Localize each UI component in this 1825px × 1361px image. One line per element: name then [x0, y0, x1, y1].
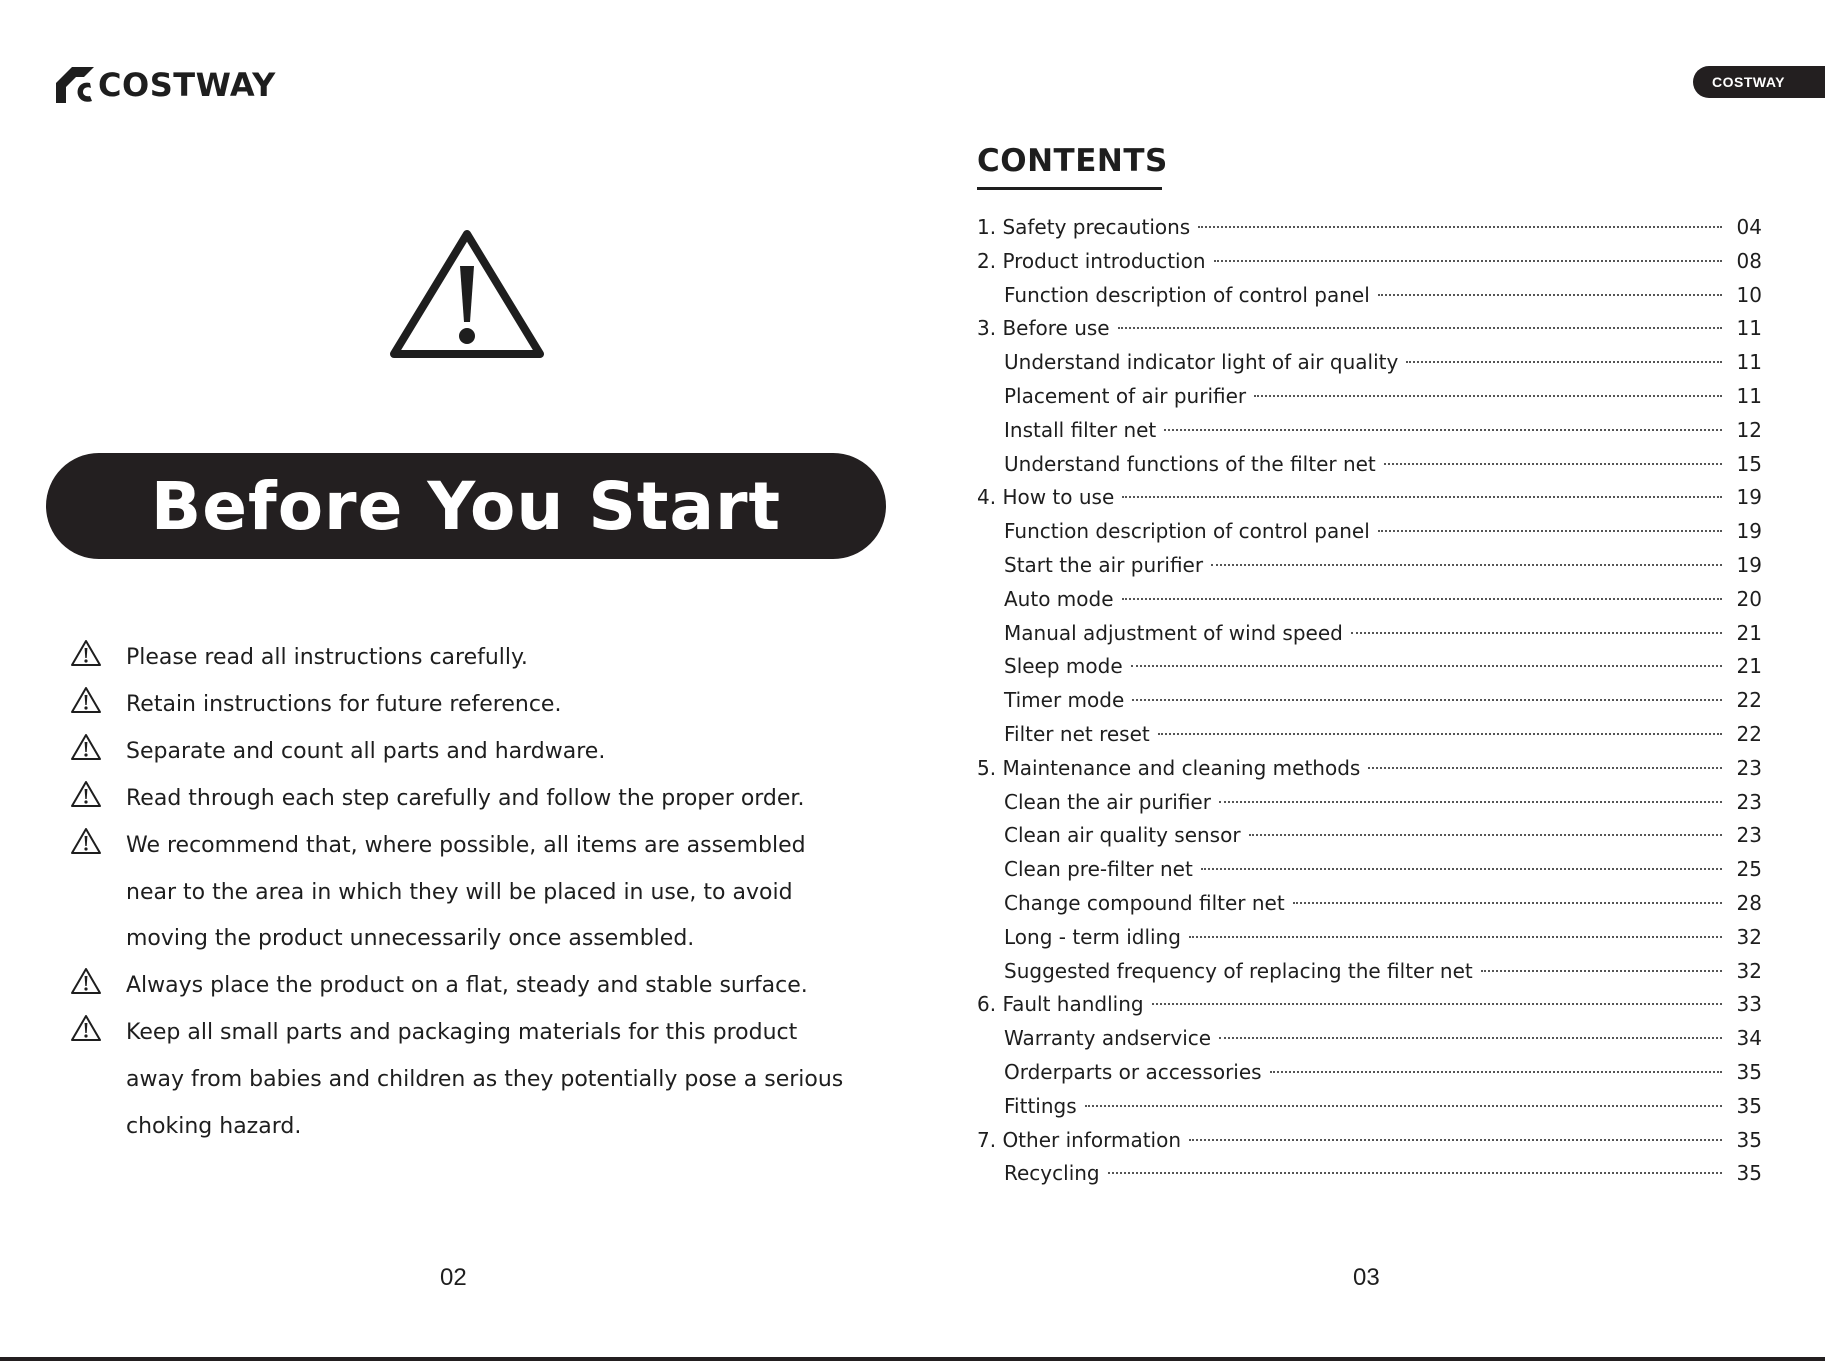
toc-leader-dots	[1270, 1071, 1722, 1073]
toc-leader-dots	[1219, 801, 1722, 803]
instruction-item	[70, 963, 890, 1010]
toc-entry	[977, 959, 1762, 993]
toc-entry-title: Long - term idling	[1004, 924, 1181, 949]
instruction-line: Please read all instructions carefully.	[126, 645, 528, 670]
toc-entry-page: 23	[1736, 823, 1762, 848]
toc-entry-page: 22	[1736, 688, 1762, 713]
instruction-line: Retain instructions for future reference.	[126, 692, 562, 717]
toc-entry	[977, 688, 1762, 722]
toc-entry-title: Warranty andservice	[1004, 1026, 1212, 1051]
warning-icon	[70, 823, 126, 870]
toc-leader-dots	[1378, 530, 1722, 532]
instruction-item	[70, 776, 890, 823]
toc-leader-dots	[1131, 665, 1722, 667]
toc-entry-page: 35	[1736, 1093, 1762, 1118]
toc-entry-page: 11	[1736, 316, 1762, 341]
toc-entry-title: 2. Product introduction	[977, 248, 1206, 273]
toc-entry-title: 4. How to use	[977, 485, 1115, 510]
bottom-rule	[0, 1357, 1825, 1361]
page-number-left: 02	[440, 1264, 467, 1291]
toc-entry-title: Clean air quality sensor	[1004, 823, 1241, 848]
toc-entry	[977, 857, 1762, 891]
toc-entry-title: Function description of control panel	[1004, 282, 1370, 307]
toc-entry-page: 11	[1736, 350, 1762, 375]
toc-entry	[977, 654, 1762, 688]
toc-entry-page: 08	[1736, 248, 1762, 273]
instruction-item	[70, 682, 890, 729]
toc-entry-page: 35	[1736, 1127, 1762, 1152]
toc-entry-page: 20	[1736, 586, 1762, 611]
toc-leader-dots	[1189, 1139, 1722, 1141]
toc-entry-page: 23	[1736, 789, 1762, 814]
toc-entry-title: Suggested frequency of replacing the filter net	[1004, 958, 1473, 983]
toc-entry-page: 33	[1736, 992, 1762, 1017]
toc-entry-page: 25	[1736, 857, 1762, 882]
toc-entry	[977, 1026, 1762, 1060]
toc-leader-dots	[1211, 564, 1722, 566]
toc-entry	[977, 1094, 1762, 1128]
instruction-text	[126, 1010, 843, 1150]
toc-leader-dots	[1384, 463, 1722, 465]
toc-entry	[977, 756, 1762, 790]
toc-entry	[977, 452, 1762, 486]
instruction-text	[126, 682, 561, 729]
toc-entry	[977, 384, 1762, 418]
instruction-line: Keep all small parts and packaging materials for this product	[126, 1020, 798, 1046]
instruction-item	[70, 823, 890, 963]
toc-entry-page: 19	[1736, 519, 1762, 544]
toc-entry-page: 34	[1736, 1026, 1762, 1051]
toc-entry-title: Filter net reset	[1004, 721, 1150, 746]
toc-entry-page: 22	[1736, 721, 1762, 746]
toc-leader-dots	[1189, 936, 1722, 938]
toc-entry	[977, 1060, 1762, 1094]
logo-text: COSTWAY	[98, 66, 276, 104]
toc-entry-title: Timer mode	[1004, 688, 1125, 713]
brand-tab: COSTWAY	[1693, 66, 1825, 98]
toc-entry-title: Understand indicator light of air quality	[1004, 350, 1399, 375]
toc-entry-page: 28	[1736, 890, 1762, 915]
instruction-text	[126, 776, 804, 823]
toc-leader-dots	[1122, 598, 1722, 600]
toc-entry-page: 10	[1736, 282, 1762, 307]
toc-entry-title: Fittings	[1004, 1093, 1077, 1118]
toc-entry	[977, 1128, 1762, 1162]
toc-entry-page: 21	[1736, 620, 1762, 645]
before-you-start-banner: Before You Start	[46, 453, 886, 559]
toc-entry-title: 7. Other information	[977, 1127, 1182, 1152]
instruction-text	[126, 635, 528, 682]
toc-entry-title: Manual adjustment of wind speed	[1004, 620, 1343, 645]
instruction-text	[126, 963, 808, 1010]
instruction-item	[70, 1010, 890, 1150]
toc-leader-dots	[1214, 260, 1722, 262]
toc-entry-page: 12	[1736, 417, 1762, 442]
instruction-text	[126, 729, 605, 776]
toc-entry-page: 04	[1736, 215, 1762, 239]
toc-entry	[977, 1161, 1762, 1195]
house-logo-icon	[54, 65, 96, 105]
instruction-line: choking hazard.	[126, 1113, 302, 1139]
instruction-line: near to the area in which they will be placed in use, to avoid	[126, 879, 793, 905]
toc-leader-dots	[1201, 868, 1722, 870]
toc-entry-title: Orderparts or accessories	[1004, 1059, 1262, 1084]
costway-logo	[54, 62, 276, 108]
toc-leader-dots	[1158, 733, 1722, 735]
toc-entry-title: Understand functions of the filter net	[1004, 451, 1376, 476]
toc-entry	[977, 823, 1762, 857]
toc-leader-dots	[1368, 767, 1722, 769]
toc-entry	[977, 553, 1762, 587]
instruction-item	[70, 635, 890, 682]
toc-leader-dots	[1164, 429, 1722, 431]
toc-leader-dots	[1351, 632, 1722, 634]
toc-entry-title: Change compound filter net	[1004, 890, 1285, 915]
toc-entry	[977, 215, 1762, 249]
toc-entry-page: 19	[1736, 485, 1762, 510]
toc-leader-dots	[1152, 1003, 1722, 1005]
contents-title: CONTENTS	[977, 143, 1168, 179]
toc-entry	[977, 587, 1762, 621]
instruction-text	[126, 823, 806, 963]
toc-leader-dots	[1254, 395, 1722, 397]
toc-entry-page: 23	[1736, 755, 1762, 780]
instructions-list	[70, 635, 890, 1150]
instruction-line: Separate and count all parts and hardware.	[126, 739, 606, 764]
warning-icon	[70, 682, 126, 729]
table-of-contents	[977, 215, 1762, 1195]
toc-entry-page: 35	[1736, 1161, 1762, 1186]
toc-leader-dots	[1249, 834, 1722, 836]
contents-underline	[977, 187, 1162, 190]
toc-entry-page: 15	[1736, 451, 1762, 476]
toc-entry-page: 32	[1736, 924, 1762, 949]
toc-leader-dots	[1219, 1037, 1722, 1039]
warning-icon	[70, 635, 126, 682]
toc-entry	[977, 519, 1762, 553]
toc-entry-title: Function description of control panel	[1004, 519, 1370, 544]
toc-entry-title: 3. Before use	[977, 316, 1110, 341]
toc-entry-title: Start the air purifier	[1004, 552, 1204, 577]
toc-entry-page: 11	[1736, 383, 1762, 408]
toc-leader-dots	[1132, 699, 1722, 701]
toc-entry	[977, 621, 1762, 655]
warning-icon	[70, 729, 126, 776]
toc-entry	[977, 485, 1762, 519]
toc-leader-dots	[1085, 1105, 1722, 1107]
toc-entry	[977, 418, 1762, 452]
toc-entry	[977, 891, 1762, 925]
toc-leader-dots	[1108, 1172, 1722, 1174]
toc-entry	[977, 316, 1762, 350]
toc-leader-dots	[1378, 294, 1722, 296]
warning-icon	[70, 963, 126, 1010]
toc-entry	[977, 790, 1762, 824]
toc-entry-page: 35	[1736, 1059, 1762, 1084]
instruction-line: away from babies and children as they potentially pose a serious	[126, 1066, 844, 1092]
toc-entry	[977, 283, 1762, 317]
toc-entry-title: 1. Safety precautions	[977, 215, 1191, 239]
toc-entry-page: 19	[1736, 552, 1762, 577]
toc-entry	[977, 925, 1762, 959]
page-number-right: 03	[1353, 1264, 1380, 1291]
toc-entry-title: Recycling	[1004, 1161, 1100, 1186]
toc-entry-page: 32	[1736, 958, 1762, 983]
toc-entry-title: 6. Fault handling	[977, 992, 1144, 1017]
instruction-line: Always place the product on a flat, steady and stable surface.	[126, 973, 808, 999]
toc-entry-title: 5. Maintenance and cleaning methods	[977, 755, 1361, 780]
toc-entry	[977, 992, 1762, 1026]
toc-entry	[977, 722, 1762, 756]
toc-entry-title: Placement of air purifier	[1004, 383, 1247, 408]
instruction-line: moving the product unnecessarily once assembled.	[126, 926, 695, 952]
warning-triangle-icon	[388, 226, 546, 364]
toc-entry-title: Sleep mode	[1004, 654, 1123, 679]
toc-entry-page: 21	[1736, 654, 1762, 679]
instruction-item	[70, 729, 890, 776]
toc-entry-title: Clean the air purifier	[1004, 789, 1211, 814]
instruction-line: Read through each step carefully and follow the proper order.	[126, 786, 805, 811]
toc-leader-dots	[1118, 327, 1722, 329]
toc-entry-title: Auto mode	[1004, 586, 1114, 611]
warning-icon	[70, 776, 126, 823]
toc-entry-title: Clean pre-filter net	[1004, 857, 1193, 882]
toc-entry	[977, 249, 1762, 283]
toc-leader-dots	[1406, 361, 1722, 363]
toc-leader-dots	[1481, 970, 1722, 972]
toc-leader-dots	[1122, 496, 1722, 498]
instruction-line: We recommend that, where possible, all items are assembled	[126, 833, 806, 858]
toc-leader-dots	[1198, 226, 1722, 228]
warning-icon	[70, 1010, 126, 1057]
toc-leader-dots	[1293, 902, 1722, 904]
toc-entry	[977, 350, 1762, 384]
toc-entry-title: Install filter net	[1004, 417, 1157, 442]
